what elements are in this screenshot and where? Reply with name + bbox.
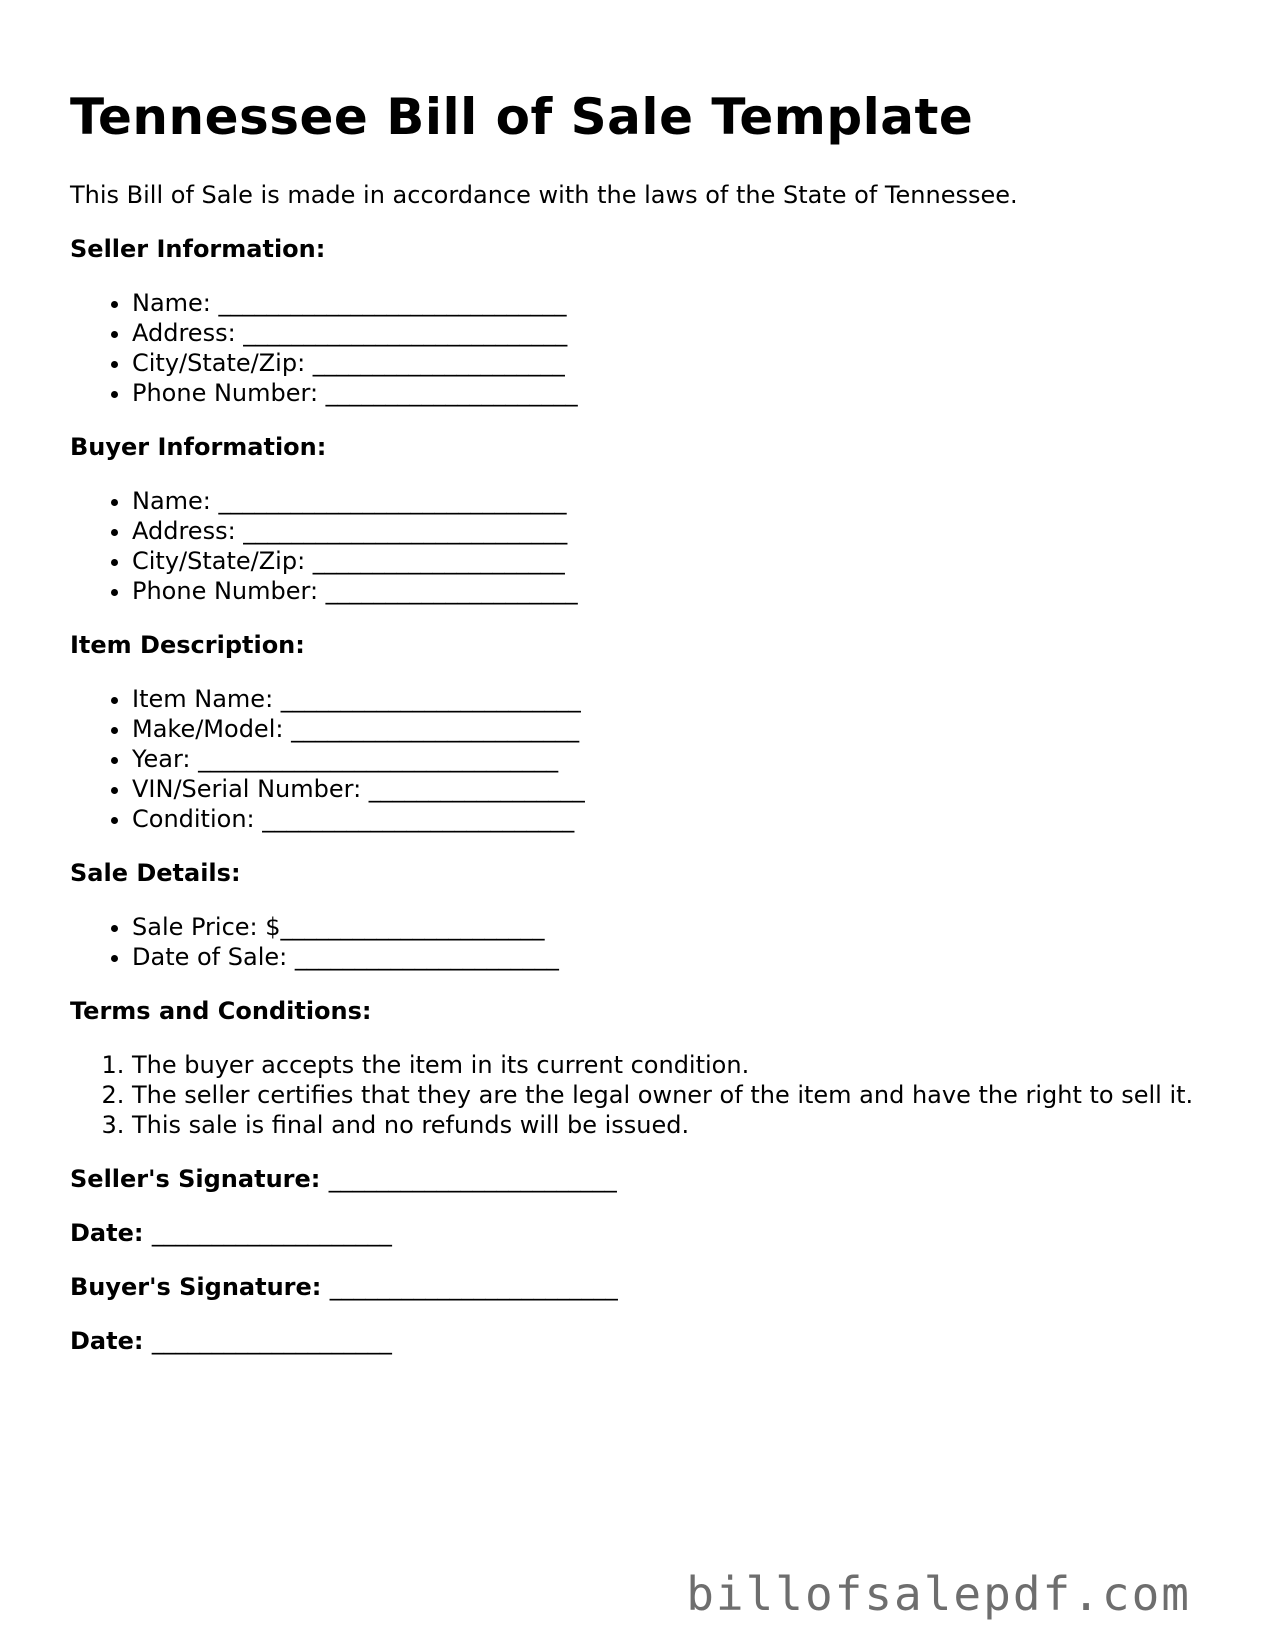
intro-paragraph: This Bill of Sale is made in accordance with the laws of the State of Tennessee.	[70, 181, 1018, 209]
seller-information-list	[70, 288, 1210, 408]
sale-price-field: • Sale Price: $______________________	[132, 912, 1210, 942]
seller-phone-field: • Phone Number: _____________________	[132, 378, 1210, 408]
seller-date-blank: ____________________	[151, 1219, 392, 1247]
term-item: 1. The buyer accepts the item in its current condition.	[132, 1050, 1210, 1080]
sale-details-heading: Sale Details:	[70, 859, 241, 887]
item-vin-serial-field: • VIN/Serial Number: __________________	[132, 774, 1210, 804]
seller-address-field: • Address: ___________________________	[132, 318, 1210, 348]
sale-date-field: • Date of Sale: ______________________	[132, 942, 1210, 972]
seller-signature-label: Seller's Signature:	[70, 1165, 321, 1193]
terms-heading: Terms and Conditions:	[70, 997, 372, 1025]
item-name-field: • Item Name: _________________________	[132, 684, 1210, 714]
seller-signature-line	[70, 1164, 1210, 1194]
term-item: 2. The seller certifies that they are the legal owner of the item and have the right to sell it.	[132, 1080, 1210, 1110]
buyer-signature-line	[70, 1272, 1210, 1302]
site-watermark: billofsalepdf.com	[686, 1567, 1191, 1621]
seller-signature-blank: ________________________	[328, 1165, 617, 1193]
sale-details-list	[70, 912, 1210, 972]
buyer-signature-label: Buyer's Signature:	[70, 1273, 322, 1301]
item-make-model-field: • Make/Model: ________________________	[132, 714, 1210, 744]
buyer-signature-blank: ________________________	[329, 1273, 618, 1301]
buyer-date-blank: ____________________	[151, 1327, 392, 1355]
term-item: 3. This sale is final and no refunds will be issued.	[132, 1110, 1210, 1140]
buyer-date-label: Date:	[70, 1327, 144, 1355]
seller-information-heading: Seller Information:	[70, 235, 326, 263]
buyer-name-field: • Name: _____________________________	[132, 486, 1210, 516]
seller-date-label: Date:	[70, 1219, 144, 1247]
buyer-date-line	[70, 1326, 1210, 1356]
document-page	[70, 88, 1210, 1380]
seller-city-state-zip-field: • City/State/Zip: _____________________	[132, 348, 1210, 378]
seller-date-line	[70, 1218, 1210, 1248]
terms-list	[70, 1050, 1210, 1140]
item-year-field: • Year: ______________________________	[132, 744, 1210, 774]
buyer-phone-field: • Phone Number: _____________________	[132, 576, 1210, 606]
buyer-address-field: • Address: ___________________________	[132, 516, 1210, 546]
buyer-information-heading: Buyer Information:	[70, 433, 327, 461]
item-description-list	[70, 684, 1210, 834]
seller-name-field: • Name: _____________________________	[132, 288, 1210, 318]
buyer-city-state-zip-field: • City/State/Zip: _____________________	[132, 546, 1210, 576]
document-title: Tennessee Bill of Sale Template	[70, 88, 974, 146]
item-condition-field: • Condition: __________________________	[132, 804, 1210, 834]
buyer-information-list	[70, 486, 1210, 606]
item-description-heading: Item Description:	[70, 631, 305, 659]
